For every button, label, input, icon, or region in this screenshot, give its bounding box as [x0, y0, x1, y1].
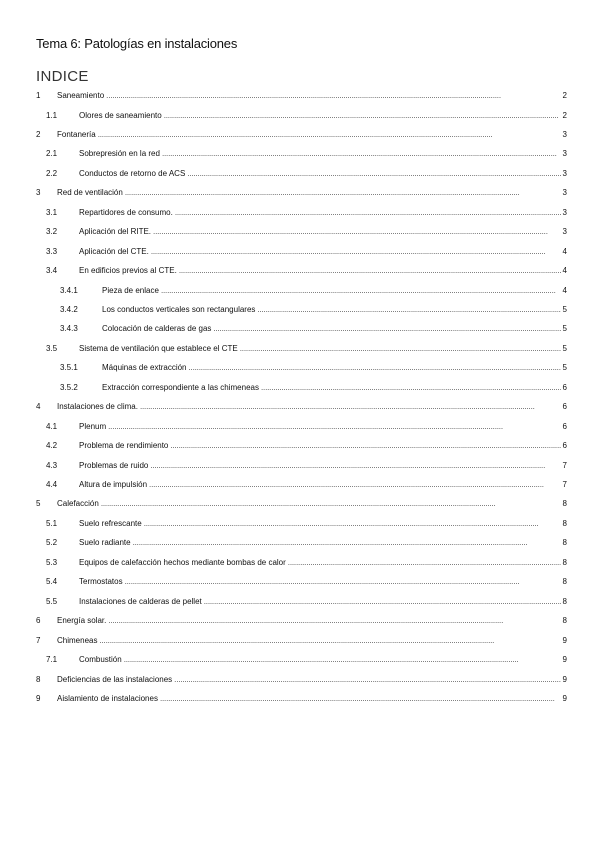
toc-entry-number: 4.2: [46, 441, 58, 451]
toc-entry[interactable]: [0, 167, 599, 181]
toc-entry-number: 5.5: [46, 596, 58, 606]
toc-entry-page: 5: [562, 363, 567, 373]
toc-entry-page: 3: [562, 168, 567, 178]
toc-entry[interactable]: [0, 439, 599, 453]
toc-entry-title[interactable]: Aislamiento de instalaciones: [57, 693, 158, 703]
toc-entry-title[interactable]: Termostatos: [79, 577, 123, 587]
toc-entry-page: 5: [562, 324, 567, 334]
toc-dot-leader: [106, 89, 560, 103]
toc-entry-title[interactable]: Instalaciones de clima.: [57, 402, 138, 412]
toc-entry-page: 5: [562, 304, 567, 314]
toc-entry-page: 3: [562, 129, 567, 139]
toc-dot-leader: [99, 634, 560, 648]
toc-dot-leader: [261, 381, 561, 395]
toc-entry-number: 3.5.2: [60, 382, 78, 392]
toc-entry-title[interactable]: Combustión: [79, 655, 122, 664]
toc-dot-leader: [174, 673, 560, 687]
toc-entry-number: 4.1: [46, 421, 58, 431]
toc-entry[interactable]: [0, 342, 599, 356]
toc-entry-title[interactable]: Pieza de enlace: [102, 285, 159, 295]
toc-entry-number: 8: [36, 674, 41, 684]
toc-dot-leader: [164, 109, 561, 123]
toc-entry[interactable]: [0, 284, 599, 298]
toc-entry-number: 5.2: [46, 538, 58, 548]
toc-entry-title[interactable]: Instalaciones de calderas de pellet: [79, 596, 202, 606]
toc-entry-page: 5: [562, 343, 567, 353]
toc-entry[interactable]: [0, 109, 599, 123]
toc-entry[interactable]: [0, 420, 599, 434]
toc-entry[interactable]: [0, 673, 599, 687]
toc-entry[interactable]: [0, 575, 599, 589]
toc-entry-page: 4: [562, 266, 567, 275]
toc-entry-page: 3: [562, 207, 567, 217]
toc-entry[interactable]: [0, 653, 599, 667]
document-title: Tema 6: Patologías en instalaciones: [36, 36, 238, 51]
toc-entry-title[interactable]: Plenum: [79, 421, 107, 431]
toc-entry-page: 8: [562, 616, 567, 626]
toc-entry[interactable]: [0, 459, 599, 473]
toc-entry[interactable]: [0, 147, 599, 161]
toc-entry-title[interactable]: Saneamiento: [57, 91, 105, 100]
toc-entry-number: 3.4.3: [60, 324, 78, 334]
toc-entry-page: 6: [562, 441, 567, 451]
toc-dot-leader: [125, 575, 561, 589]
toc-entry-page: 9: [562, 655, 567, 664]
toc-entry[interactable]: [0, 245, 599, 259]
toc-entry-page: 6: [562, 402, 567, 412]
toc-entry-page: 2: [562, 91, 567, 100]
toc-entry-title[interactable]: Problema de rendimiento: [79, 441, 169, 451]
toc-entry-page: 7: [562, 460, 567, 470]
toc-dot-leader: [101, 497, 561, 511]
toc-dot-leader: [189, 361, 561, 375]
toc-entry-page: 9: [562, 635, 567, 645]
toc-dot-leader: [187, 167, 560, 181]
toc-entry-page: 6: [562, 382, 567, 392]
toc-entry-title[interactable]: Altura de impulsión: [79, 480, 148, 489]
toc-entry-page: 2: [562, 110, 567, 120]
toc-entry-page: 8: [562, 577, 567, 587]
toc-dot-leader: [125, 186, 561, 200]
toc-entry-title[interactable]: Chimeneas: [57, 635, 98, 645]
toc-entry[interactable]: [0, 186, 599, 200]
toc-entry[interactable]: [0, 614, 599, 628]
toc-entry-number: 7: [36, 635, 41, 645]
toc-entry[interactable]: [0, 634, 599, 648]
toc-entry-title[interactable]: Equipos de calefacción hechos mediante bombas de calor: [79, 557, 286, 567]
toc-dot-leader: [288, 556, 561, 570]
toc-entry-number: 4.4: [46, 480, 58, 489]
toc-entry[interactable]: [0, 556, 599, 570]
toc-dot-leader: [133, 536, 561, 550]
toc-entry[interactable]: [0, 595, 599, 609]
toc-entry-number: 3.4: [46, 266, 58, 275]
toc-entry-number: 3.5.1: [60, 363, 78, 373]
toc-dot-leader: [108, 614, 560, 628]
toc-entry-number: 2.2: [46, 168, 58, 178]
toc-entry[interactable]: [0, 400, 599, 414]
toc-entry-number: 3: [36, 188, 41, 198]
toc-entry[interactable]: [0, 361, 599, 375]
toc-entry-title[interactable]: Energía solar.: [57, 616, 107, 626]
toc-entry-title[interactable]: Repartidores de consumo.: [79, 207, 173, 217]
toc-dot-leader: [257, 303, 560, 317]
toc-entry-title[interactable]: Aplicación del RITE.: [79, 227, 152, 237]
toc-entry[interactable]: [0, 692, 599, 706]
toc-entry-title[interactable]: Deficiencias de las instalaciones: [57, 674, 173, 684]
toc-dot-leader: [153, 225, 561, 239]
toc-dot-leader: [124, 653, 561, 667]
toc-entry-page: 3: [562, 188, 567, 198]
toc-entry-title[interactable]: Problemas de ruido: [79, 460, 149, 470]
toc-entry-title[interactable]: Aplicación del CTE.: [79, 246, 149, 256]
toc-entry-page: 7: [562, 480, 567, 489]
toc-dot-leader: [149, 478, 561, 492]
toc-entry-number: 3.5: [46, 343, 58, 353]
toc-entry-page: 8: [562, 518, 567, 528]
toc-entry-number: 1.1: [46, 110, 58, 120]
toc-entry-page: 8: [562, 538, 567, 548]
toc-entry-number: 3.4.1: [60, 285, 78, 295]
toc-dot-leader: [204, 595, 561, 609]
toc-dot-leader: [179, 264, 561, 278]
toc-entry[interactable]: [0, 128, 599, 142]
toc-entry-page: 6: [562, 421, 567, 431]
toc-entry[interactable]: [0, 381, 599, 395]
toc-entry-number: 2.1: [46, 149, 58, 159]
toc-entry[interactable]: [0, 206, 599, 220]
toc-entry[interactable]: [0, 225, 599, 239]
toc-entry-title[interactable]: Colocación de calderas de gas: [102, 324, 212, 334]
toc-heading: INDICE: [36, 68, 89, 85]
toc-entry[interactable]: [0, 322, 599, 336]
toc-entry-title[interactable]: En edificios previos al CTE.: [79, 266, 177, 275]
toc-dot-leader: [162, 147, 561, 161]
toc-entry-page: 3: [562, 227, 567, 237]
toc-entry-page: 9: [562, 693, 567, 703]
toc-entry-title[interactable]: Olores de saneamiento: [79, 110, 162, 120]
toc-dot-leader: [213, 322, 560, 336]
toc-entry-title[interactable]: Extracción correspondiente a las chimeneas: [102, 382, 259, 392]
toc-dot-leader: [160, 692, 561, 706]
toc-dot-leader: [140, 400, 561, 414]
toc-dot-leader: [144, 517, 561, 531]
toc-dot-leader: [108, 420, 560, 434]
toc-entry[interactable]: [0, 303, 599, 317]
toc-entry-title[interactable]: Red de ventilación: [57, 188, 123, 198]
toc-entry-title[interactable]: Fontanería: [57, 129, 96, 139]
toc-entry-page: 4: [562, 285, 567, 295]
toc-dot-leader: [161, 284, 561, 298]
toc-dot-leader: [240, 342, 561, 356]
toc-entry-title[interactable]: Máquinas de extracción: [102, 363, 187, 373]
toc-entry-page: 9: [562, 674, 567, 684]
toc-entry-number: 5.4: [46, 577, 58, 587]
toc-entry-number: 3.2: [46, 227, 58, 237]
toc-entry-page: 3: [562, 149, 567, 159]
toc-dot-leader: [98, 128, 561, 142]
toc-entry-title[interactable]: Calefacción: [57, 499, 99, 509]
toc-dot-leader: [150, 459, 560, 473]
toc-entry-number: 5: [36, 499, 41, 509]
toc-entry-page: 8: [562, 596, 567, 606]
toc-entry-page: 4: [562, 246, 567, 256]
toc-entry-number: 9: [36, 693, 41, 703]
toc-entry-title[interactable]: Sistema de ventilación que establece el CTE: [79, 343, 238, 353]
toc-entry-number: 1: [36, 91, 41, 100]
toc-entry-number: 2: [36, 129, 41, 139]
toc-entry-page: 8: [562, 499, 567, 509]
toc-dot-leader: [151, 245, 561, 259]
toc-entry-title[interactable]: Los conductos verticales son rectangulares: [102, 304, 256, 314]
toc-entry-number: 5.3: [46, 557, 58, 567]
toc-entry-title[interactable]: Suelo refrescante: [79, 518, 142, 528]
toc-dot-leader: [170, 439, 560, 453]
toc-entry-page: 8: [562, 557, 567, 567]
toc-entry-title[interactable]: Sobrepresión en la red: [79, 149, 160, 159]
toc-entry[interactable]: [0, 497, 599, 511]
toc-dot-leader: [175, 206, 561, 220]
toc-entry[interactable]: [0, 517, 599, 531]
toc-entry[interactable]: [0, 264, 599, 278]
toc-entry-number: 4.3: [46, 460, 58, 470]
toc-entry-number: 7.1: [46, 655, 58, 664]
toc-entry[interactable]: [0, 478, 599, 492]
toc-entry-number: 4: [36, 402, 41, 412]
toc-entry-title[interactable]: Conductos de retorno de ACS: [79, 168, 186, 178]
toc-entry-number: 3.1: [46, 207, 58, 217]
toc-entry-number: 5.1: [46, 518, 58, 528]
toc-entry[interactable]: [0, 89, 599, 103]
toc-entry-number: 3.4.2: [60, 304, 78, 314]
toc-entry-number: 6: [36, 616, 41, 626]
toc-entry[interactable]: [0, 536, 599, 550]
toc-entry-title[interactable]: Suelo radiante: [79, 538, 131, 548]
toc-entry-number: 3.3: [46, 246, 58, 256]
